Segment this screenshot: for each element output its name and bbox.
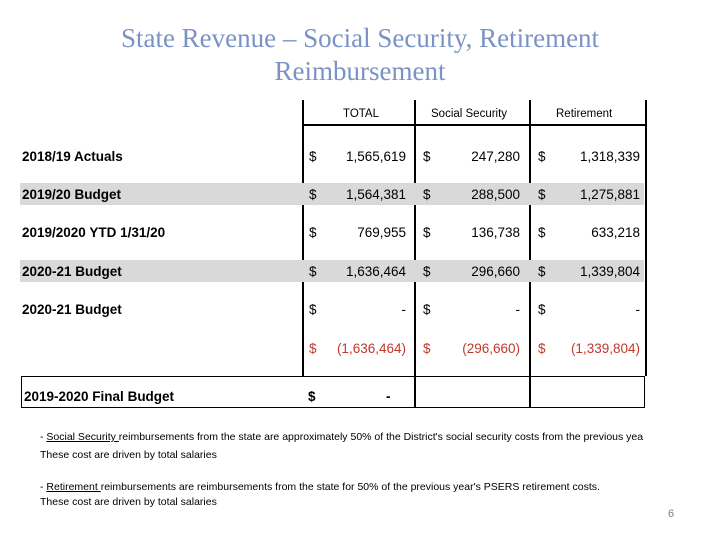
row-label: 2020-21 Budget [22, 264, 122, 279]
note-social-security-line2: These cost are driven by total salaries [40, 449, 217, 461]
cell-total: 1,565,619 [345, 149, 406, 164]
final-budget-total: - [386, 389, 391, 404]
row-label: 2019/20 Budget [22, 187, 122, 202]
table-row [20, 145, 644, 167]
dollar-sign: $ [309, 149, 317, 164]
note-retirement-term: Retirement [46, 481, 101, 493]
cell-ret: 1,318,339 [579, 149, 640, 164]
cell-ss: 296,660 [471, 264, 520, 279]
header-social-security: Social Security [431, 108, 508, 120]
table-row [20, 221, 644, 243]
dollar-sign: $ [423, 264, 431, 279]
dollar-sign: $ [423, 302, 431, 317]
note-retirement: - Retirement reimbursements are reimbursements from the state for 50% of the previous year's PSERS retirement costs. [40, 481, 600, 493]
dollar-sign: $ [423, 187, 431, 202]
header-underline [303, 124, 646, 126]
dollar-sign: $ [309, 264, 317, 279]
final-budget-dollar: $ [308, 389, 316, 404]
dollar-sign: $ [538, 187, 546, 202]
slide-title-line-1: State Revenue – Social Security, Retirement [120, 23, 600, 53]
dollar-sign: $ [309, 302, 317, 317]
dollar-sign: $ [423, 149, 431, 164]
slide-title-line-2: Reimbursement [274, 56, 446, 86]
cell-ss: 247,280 [471, 149, 520, 164]
dollar-sign: $ [538, 225, 546, 240]
cell-ss: - [515, 302, 520, 317]
cell-total: 769,955 [357, 225, 406, 240]
note-social-security-term: Social Security [46, 431, 119, 443]
cell-ret: 633,218 [591, 225, 640, 240]
final-budget-label: 2019-2020 Final Budget [24, 389, 175, 404]
page-number: 6 [668, 508, 675, 520]
note-retirement-line2: These cost are driven by total salaries [40, 496, 217, 508]
cell-ret: 1,275,881 [579, 187, 640, 202]
header-retirement: Retirement [556, 108, 613, 120]
dollar-sign: $ [538, 149, 546, 164]
dollar-sign: $ [309, 187, 317, 202]
cell-ss: 288,500 [471, 187, 520, 202]
header-total: TOTAL [343, 108, 379, 120]
row-label: 2019/2020 YTD 1/31/20 [22, 225, 166, 240]
dollar-sign: $ [309, 225, 317, 240]
dollar-sign: $ [538, 302, 546, 317]
column-divider-right [645, 100, 647, 376]
cell-ss: 136,738 [471, 225, 520, 240]
table-row [20, 337, 644, 359]
table-row [20, 260, 644, 282]
table-row [20, 298, 644, 320]
cell-ss: (296,660) [462, 341, 520, 356]
row-label: 2018/19 Actuals [22, 149, 123, 164]
cell-total: - [401, 302, 406, 317]
cell-ret: (1,339,804) [570, 341, 640, 356]
row-label: 2020-21 Budget [22, 302, 122, 317]
dollar-sign: $ [423, 225, 431, 240]
dollar-sign: $ [538, 341, 546, 356]
dollar-sign: $ [309, 341, 317, 356]
dollar-sign: $ [423, 341, 431, 356]
note-social-security: - Social Security reimbursements from the state are approximately 50% of the District's social security costs from the previous yea [40, 431, 644, 443]
table-row [20, 183, 644, 205]
dollar-sign: $ [538, 264, 546, 279]
cell-ret: - [635, 302, 640, 317]
cell-total: 1,636,464 [345, 264, 406, 279]
cell-total: (1,636,464) [336, 341, 406, 356]
cell-total: 1,564,381 [345, 187, 406, 202]
cell-ret: 1,339,804 [579, 264, 640, 279]
